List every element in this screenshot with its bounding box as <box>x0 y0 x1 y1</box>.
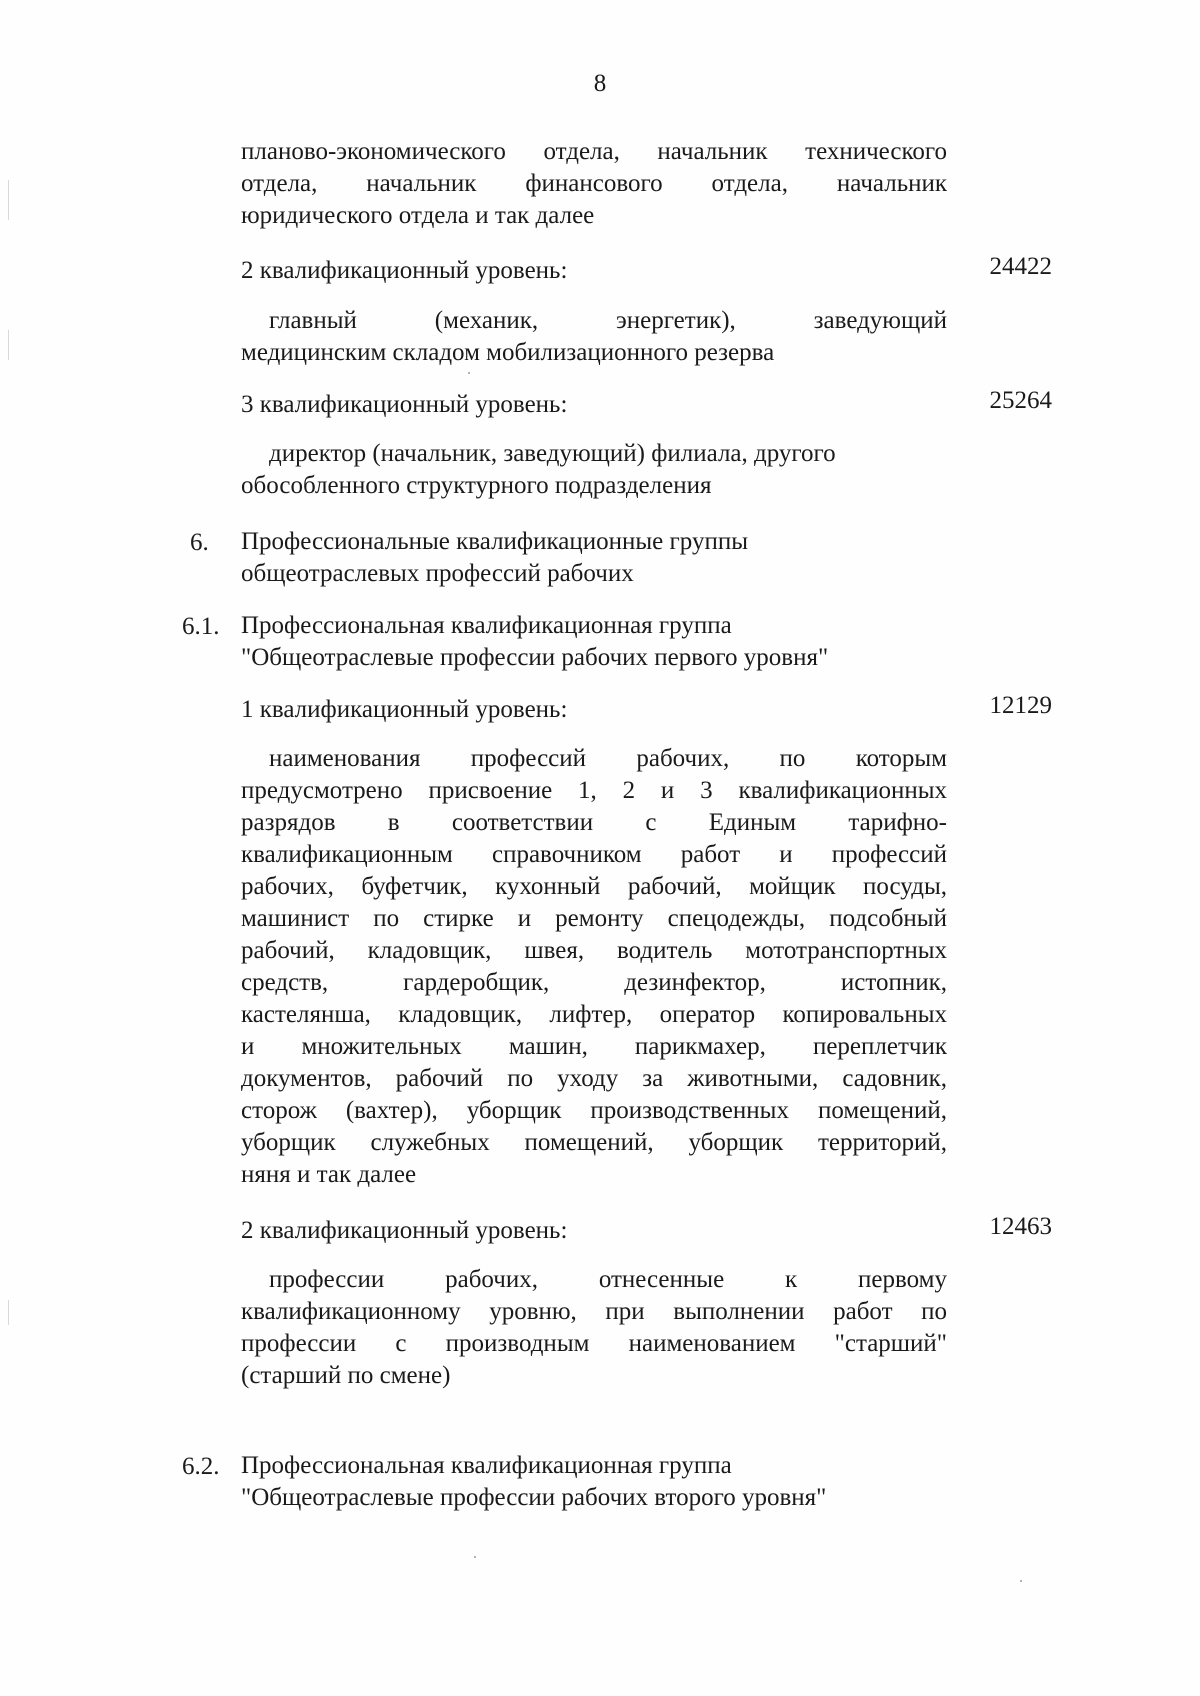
section-heading <box>241 1450 826 1514</box>
qualification-level-label: 2 квалификационный уровень: <box>241 1217 568 1244</box>
heading-line: Профессиональные квалификационные группы <box>241 528 749 555</box>
heading-line: Профессиональная квалификационная группа <box>241 612 732 639</box>
text-line: главный (механик, энергетик), заведующий <box>269 307 947 334</box>
page-number: 8 <box>593 70 607 97</box>
text-line: обособленного структурного подразделения <box>241 472 712 499</box>
text-line: рабочих, буфетчик, кухонный рабочий, мойщик посуды, <box>241 873 947 900</box>
level-description <box>241 743 947 1191</box>
text-line: планово-экономического отдела, начальник технического <box>241 138 947 165</box>
scan-speck <box>1020 1580 1022 1582</box>
text-line: наименования профессий рабочих, по которым <box>269 745 947 772</box>
heading-line: общеотраслевых профессий рабочих <box>241 560 634 587</box>
text-line: квалификационным справочником работ и профессий <box>241 841 947 868</box>
text-line: медицинским складом мобилизационного резерва <box>241 339 775 366</box>
text-line: квалификационному уровню, при выполнении работ по <box>241 1298 947 1325</box>
level-description <box>241 438 947 502</box>
salary-value: 12129 <box>989 692 1052 719</box>
text-line: средств, гардеробщик, дезинфектор, истопник, <box>241 969 947 996</box>
section-number: 6.2. <box>182 1453 220 1480</box>
section-number: 6. <box>190 529 209 556</box>
text-line: кастелянша, кладовщик, лифтер, оператор копировальных <box>241 1001 947 1028</box>
text-line: (старший по смене) <box>241 1362 451 1389</box>
qualification-level-label: 2 квалификационный уровень: <box>241 257 568 284</box>
text-line: отдела, начальник финансового отдела, начальник <box>241 170 947 197</box>
level-description <box>241 305 947 369</box>
text-line: юридического отдела и так далее <box>241 202 595 229</box>
text-line: рабочий, кладовщик, швея, водитель мототранспортных <box>241 937 947 964</box>
heading-line: "Общеотраслевые профессии рабочих первого уровня" <box>241 644 829 671</box>
heading-line: "Общеотраслевые профессии рабочих второго уровня" <box>241 1484 827 1511</box>
section-heading <box>241 610 828 674</box>
salary-value: 12463 <box>989 1213 1052 1240</box>
section-heading <box>241 526 748 590</box>
salary-value: 25264 <box>989 387 1052 414</box>
scan-artifact <box>8 330 9 360</box>
text-line: директор (начальник, заведующий) филиала, другого <box>269 440 836 467</box>
text-line: сторож (вахтер), уборщик производственных помещений, <box>241 1097 947 1124</box>
text-line: няня и так далее <box>241 1161 417 1188</box>
level-description <box>241 1264 947 1392</box>
qualification-level-label: 3 квалификационный уровень: <box>241 391 568 418</box>
text-line: уборщик служебных помещений, уборщик территорий, <box>241 1129 947 1156</box>
text-line: и множительных машин, парикмахер, переплетчик <box>241 1033 947 1060</box>
text-line: разрядов в соответствии с Единым тарифно- <box>241 809 947 836</box>
salary-value: 24422 <box>989 253 1052 280</box>
scan-speck <box>474 1556 476 1558</box>
qualification-level-label: 1 квалификационный уровень: <box>241 696 568 723</box>
text-line: машинист по стирке и ремонту спецодежды, подсобный <box>241 905 947 932</box>
heading-line: Профессиональная квалификационная группа <box>241 1452 732 1479</box>
scan-speck <box>468 372 470 374</box>
text-line: предусмотрено присвоение 1, 2 и 3 квалификационных <box>241 777 947 804</box>
text-line: документов, рабочий по уходу за животными, садовник, <box>241 1065 947 1092</box>
scan-artifact <box>8 180 9 220</box>
intro-paragraph <box>241 136 947 232</box>
scan-artifact <box>8 1300 9 1325</box>
section-number: 6.1. <box>182 613 220 640</box>
text-line: профессии рабочих, отнесенные к первому <box>269 1266 947 1293</box>
text-line: профессии с производным наименованием "старший" <box>241 1330 947 1357</box>
